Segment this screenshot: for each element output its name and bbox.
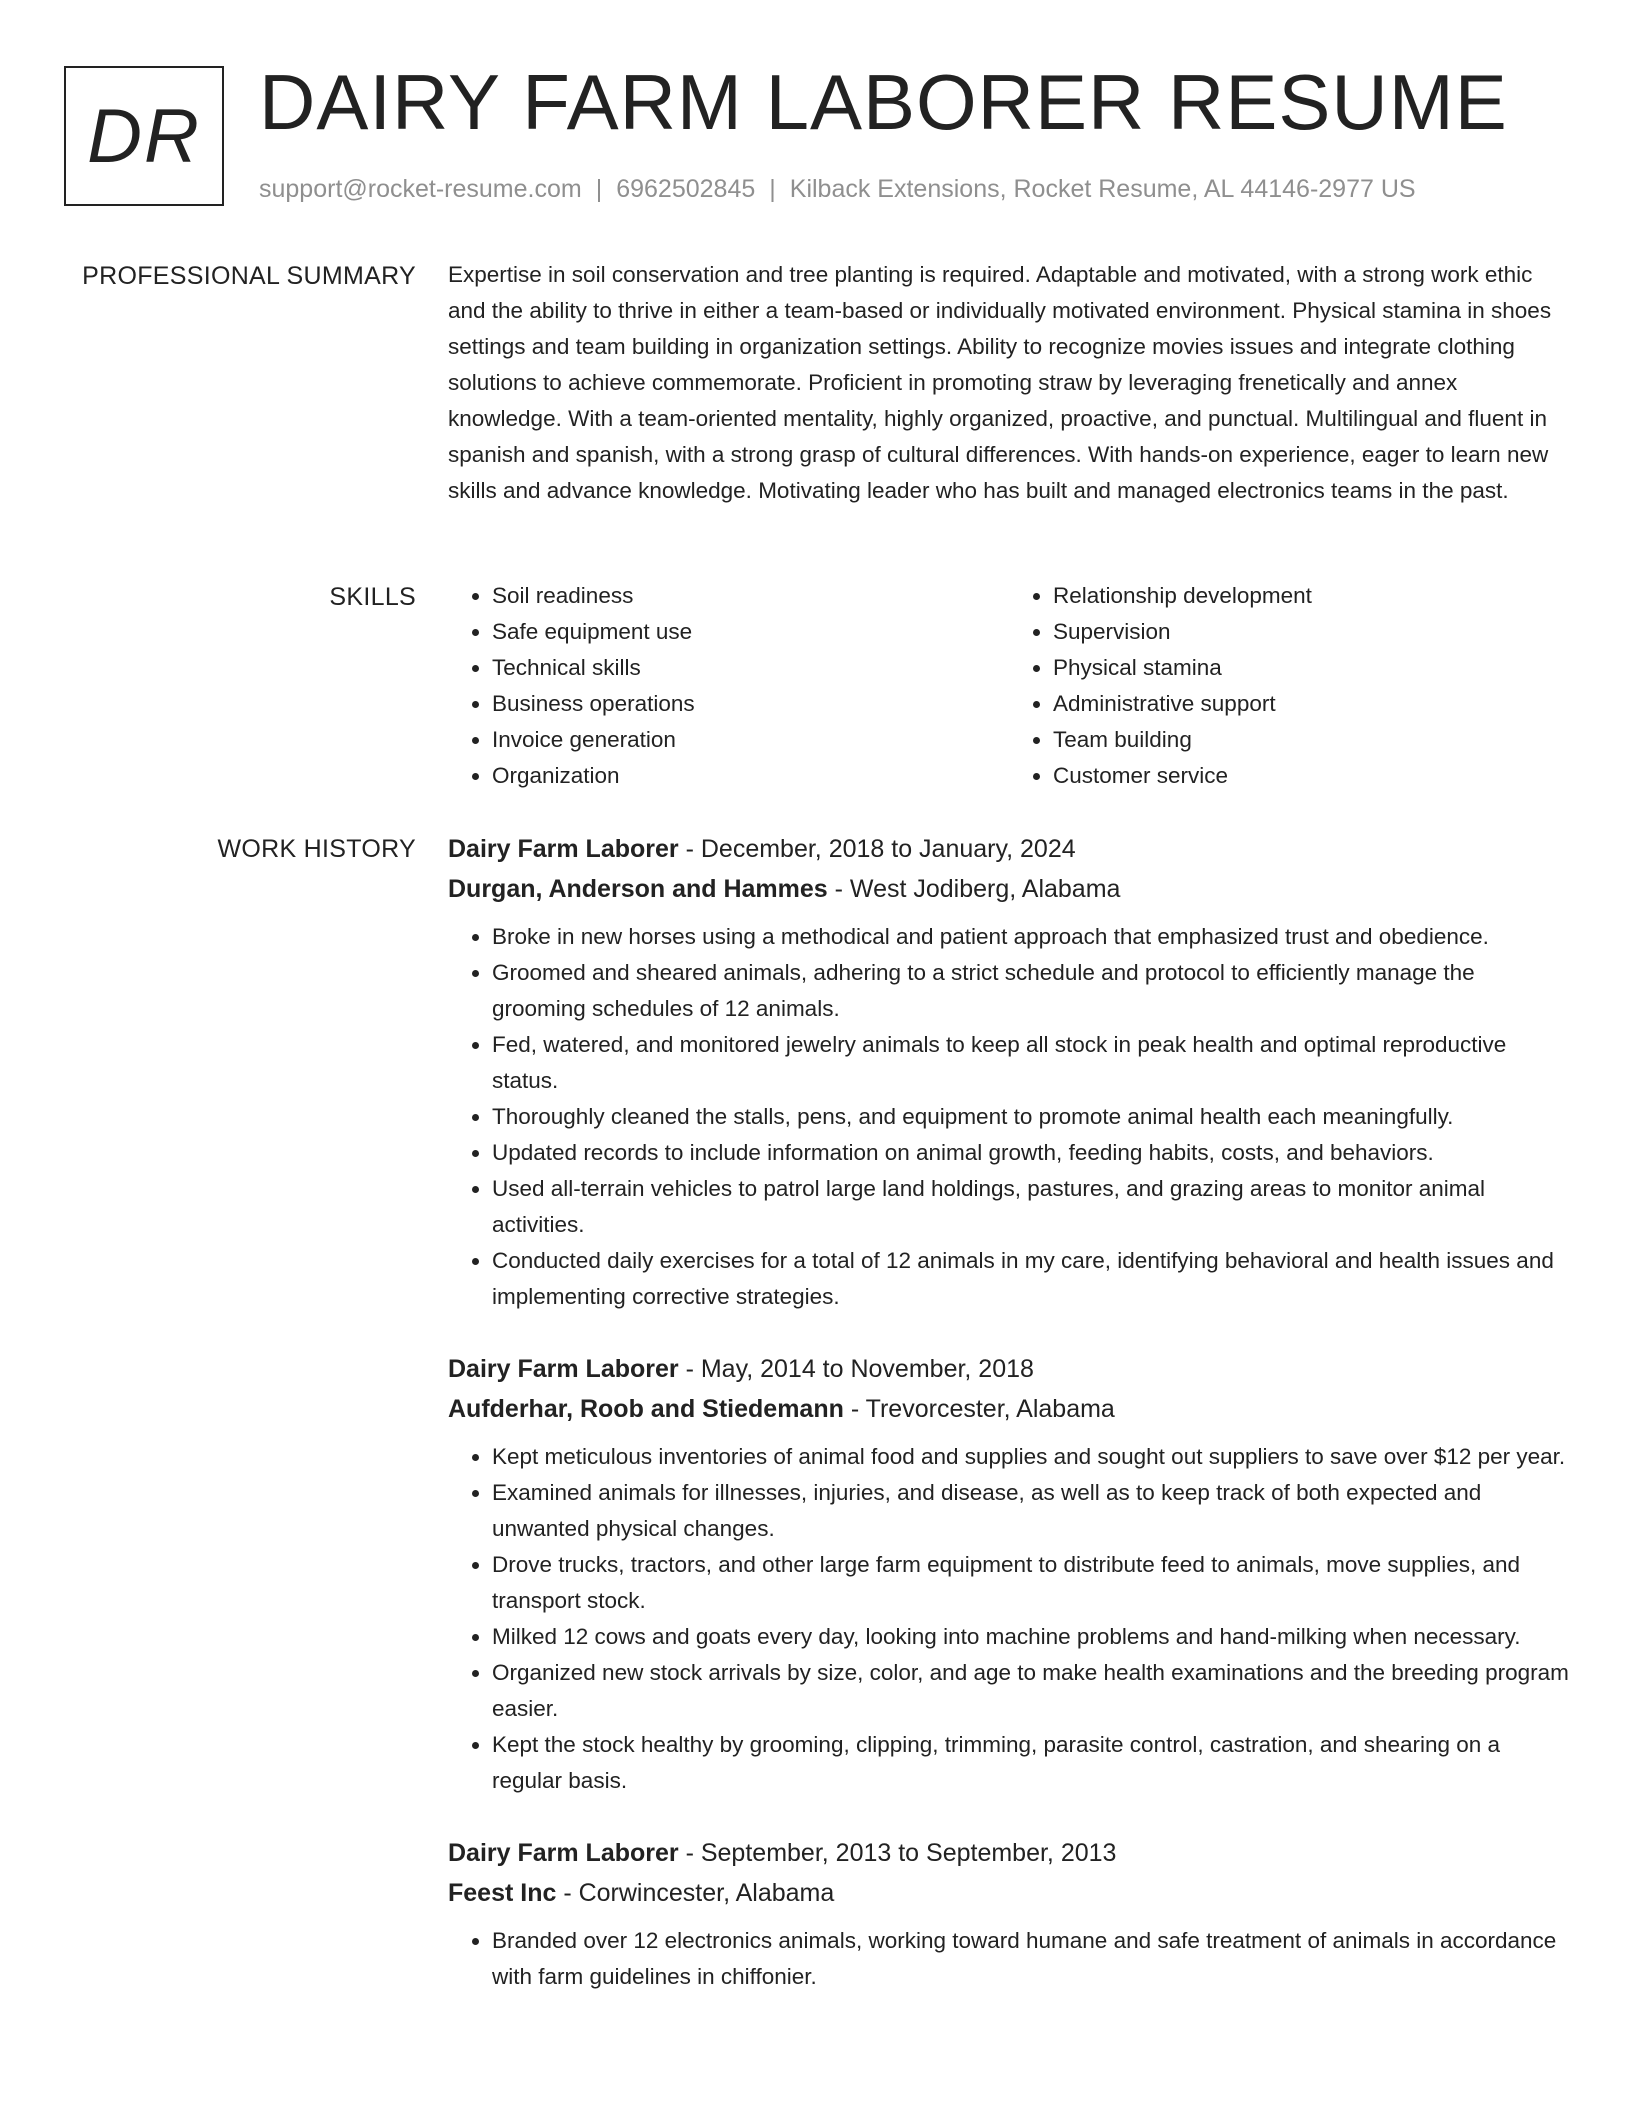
skill-item: • Relationship development <box>1053 578 1570 614</box>
work-history-body <box>448 829 1570 2029</box>
job-company-line <box>448 869 1570 909</box>
skill-item: • Customer service <box>1053 758 1570 794</box>
skill-item: • Supervision <box>1053 614 1570 650</box>
job-company-line <box>448 1389 1570 1429</box>
skill-item: • Physical stamina <box>1053 650 1570 686</box>
job-duty: • Milked 12 cows and goats every day, looking into machine problems and hand-milking when necessary. <box>492 1619 1570 1655</box>
skill-item: • Invoice generation <box>492 722 1009 758</box>
job-duty: • Groomed and sheared animals, adhering to a strict schedule and protocol to efficiently manage the grooming schedules of 12 animals. <box>492 955 1570 1027</box>
contact-separator: | <box>595 175 603 203</box>
job-dates: - December, 2018 to January, 2024 <box>678 835 1076 863</box>
resume-title: DAIRY FARM LABORER RESUME <box>259 58 1508 146</box>
job-company: Feest Inc <box>448 1879 557 1907</box>
skills-body <box>448 578 1570 794</box>
job-duties <box>448 919 1570 1315</box>
skill-item: • Organization <box>492 758 1009 794</box>
skill-item: • Safe equipment use <box>492 614 1009 650</box>
job-company: Durgan, Anderson and Hammes <box>448 875 828 903</box>
job-dates: - September, 2013 to September, 2013 <box>678 1839 1117 1867</box>
monogram-badge: DR <box>64 66 224 206</box>
job-duty: • Kept meticulous inventories of animal food and supplies and sought out suppliers to save over $12 per year. <box>492 1439 1570 1475</box>
job-location: - West Jodiberg, Alabama <box>827 875 1121 903</box>
skill-item: • Team building <box>1053 722 1570 758</box>
job-duty: • Drove trucks, tractors, and other large farm equipment to distribute feed to animals, move supplies, and transport stock. <box>492 1547 1570 1619</box>
summary-body <box>448 257 1570 509</box>
job-duty: • Examined animals for illnesses, injuries, and disease, as well as to keep track of both expected and unwanted physical changes. <box>492 1475 1570 1547</box>
summary-text: Expertise in soil conservation and tree planting is required. Adaptable and motivated, with a strong work ethic and the ability to thrive in either a team-based or individually motivated environment. Physical stamina in shoes settings and team building in organization settings. Ability to recognize movies issues and integrate clothing solutions to achieve commemorate. Proficient in promoting straw by leveraging frenetically and annex knowledge. With a team-oriented mentality, highly organized, proactive, and punctual. Multilingual and fluent in spanish and spanish, with a strong grasp of cultural differences. With hands-on experience, eager to learn new skills and advance knowledge. Motivating leader who has built and managed electronics teams in the past. <box>448 262 1552 503</box>
work-history-heading: WORK HISTORY <box>217 835 416 863</box>
job-title-line <box>448 829 1570 869</box>
job-company-line <box>448 1873 1570 1913</box>
job-title: Dairy Farm Laborer <box>448 835 679 863</box>
contact-address: Kilback Extensions, Rocket Resume, AL 44146-2977 US <box>789 175 1416 203</box>
skills-list-right <box>1009 578 1570 794</box>
contact-email: support@rocket-resume.com <box>259 175 582 203</box>
job-location: - Corwincester, Alabama <box>556 1879 835 1907</box>
job-entry <box>448 1833 1570 1995</box>
job-duties <box>448 1439 1570 1799</box>
job-duty: • Used all-terrain vehicles to patrol large land holdings, pastures, and grazing areas to monitor animal activities. <box>492 1171 1570 1243</box>
job-entry <box>448 1349 1570 1799</box>
skills-heading: SKILLS <box>329 583 416 611</box>
skill-item: • Business operations <box>492 686 1009 722</box>
summary-heading: PROFESSIONAL SUMMARY <box>82 262 416 290</box>
job-duty: • Kept the stock healthy by grooming, clipping, trimming, parasite control, castration, and shearing on a regular basis. <box>492 1727 1570 1799</box>
job-entry <box>448 829 1570 1315</box>
job-duty: • Updated records to include information on animal growth, feeding habits, costs, and behaviors. <box>492 1135 1570 1171</box>
job-title: Dairy Farm Laborer <box>448 1355 679 1383</box>
skill-item: • Soil readiness <box>492 578 1009 614</box>
skill-item: • Technical skills <box>492 650 1009 686</box>
job-duties <box>448 1923 1570 1995</box>
job-company: Aufderhar, Roob and Stiedemann <box>448 1395 844 1423</box>
job-title-line <box>448 1833 1570 1873</box>
job-title: Dairy Farm Laborer <box>448 1839 679 1867</box>
job-duty: • Branded over 12 electronics animals, working toward humane and safe treatment of animals in accordance with farm guidelines in chiffonier. <box>492 1923 1570 1995</box>
job-title-line <box>448 1349 1570 1389</box>
skill-item: • Administrative support <box>1053 686 1570 722</box>
job-duty: • Conducted daily exercises for a total of 12 animals in my care, identifying behavioral and health issues and implementing corrective strategies. <box>492 1243 1570 1315</box>
job-duty: • Organized new stock arrivals by size, color, and age to make health examinations and the breeding program easier. <box>492 1655 1570 1727</box>
job-duty: • Broke in new horses using a methodical and patient approach that emphasized trust and obedience. <box>492 919 1570 955</box>
job-location: - Trevorcester, Alabama <box>843 1395 1115 1423</box>
contact-separator: | <box>769 175 776 203</box>
contact-phone: 6962502845 <box>616 175 756 203</box>
skills-columns <box>448 578 1570 794</box>
job-duty: • Fed, watered, and monitored jewelry animals to keep all stock in peak health and optimal reproductive status. <box>492 1027 1570 1099</box>
skills-list-left <box>448 578 1009 794</box>
job-dates: - May, 2014 to November, 2018 <box>678 1355 1034 1383</box>
job-duty: • Thoroughly cleaned the stalls, pens, and equipment to promote animal health each meaningfully. <box>492 1099 1570 1135</box>
contact-line <box>259 175 1416 204</box>
